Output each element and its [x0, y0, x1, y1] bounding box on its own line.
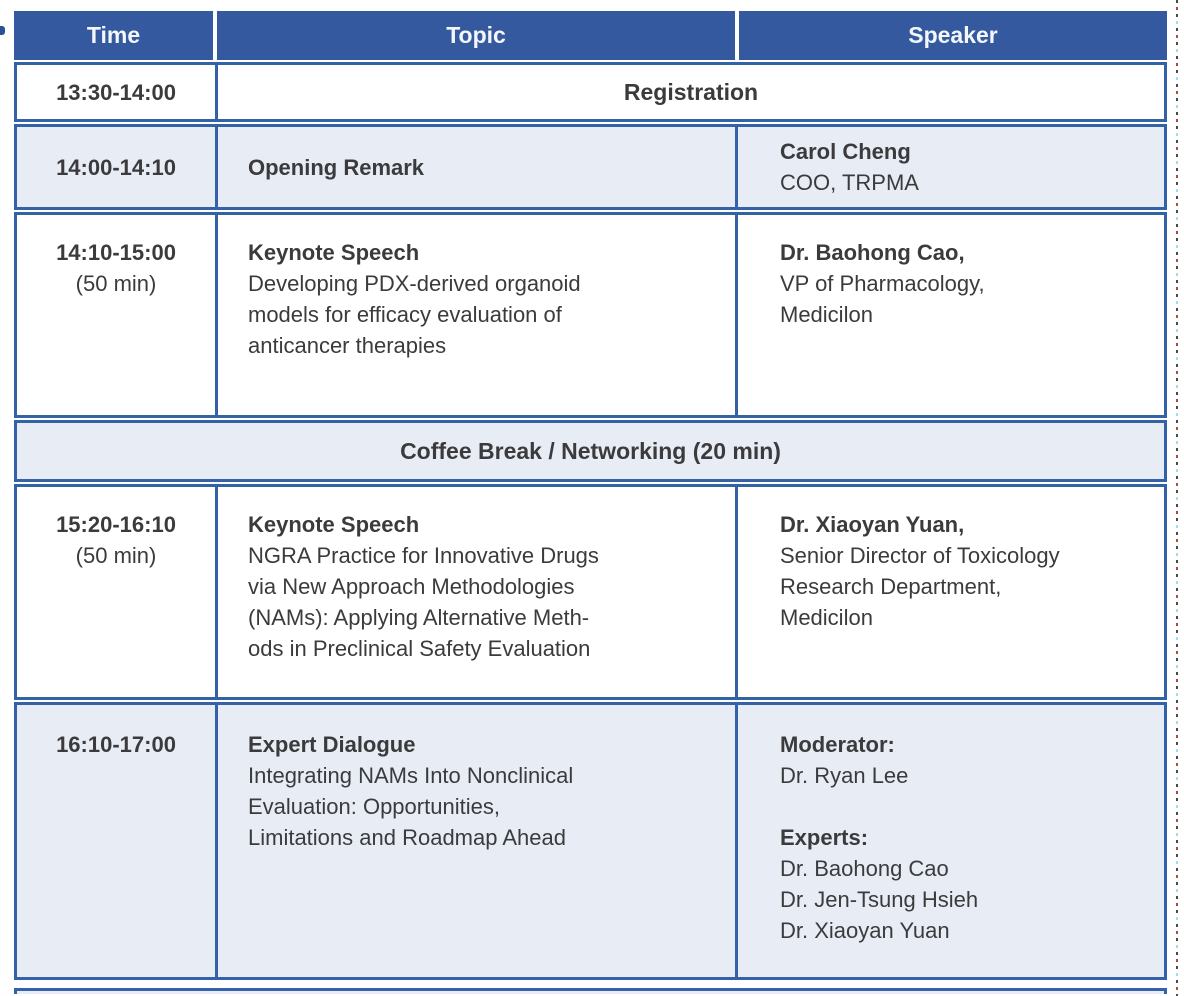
speaker-name: Dr. Xiaoyan Yuan,	[780, 512, 965, 537]
topic-cell	[215, 705, 735, 977]
expert-name: Dr. Baohong Cao	[780, 856, 949, 881]
moderator-name: Dr. Ryan Lee	[780, 763, 909, 788]
speaker-cell	[735, 487, 1164, 697]
row-keynote-1	[14, 212, 1167, 418]
speaker-title-line: Medicilon	[780, 605, 873, 630]
topic-type: Expert Dialogue	[248, 732, 416, 757]
speaker-cell	[735, 127, 1164, 207]
time-range: 15:20-16:10	[56, 512, 176, 537]
topic-line: Integrating NAMs Into Nonclinical	[248, 763, 574, 788]
expert-name: Dr. Xiaoyan Yuan	[780, 918, 950, 943]
speaker-title-line: Senior Director of Toxicology	[780, 543, 1060, 568]
time-range: 14:10-15:00	[56, 240, 176, 265]
blank-line	[780, 791, 1164, 822]
topic-line: anticancer therapies	[248, 333, 447, 358]
registration-label: Registration	[215, 65, 1164, 119]
experts-label: Experts:	[780, 825, 869, 850]
row-opening-remark	[14, 124, 1167, 210]
time-cell: 13:30-14:00	[56, 79, 176, 105]
time-duration: (50 min)	[75, 271, 157, 296]
time-cell	[17, 705, 215, 977]
header-cell-time: Time	[14, 11, 213, 60]
row-coffee-break	[14, 420, 1167, 482]
topic-type: Keynote Speech	[248, 240, 420, 265]
speaker-name: Carol Cheng	[780, 139, 911, 164]
topic-line: ods in Preclinical Safety Evaluation	[248, 636, 591, 661]
topic-line: via New Approach Methodologies	[248, 574, 575, 599]
speaker-title-line: Medicilon	[780, 302, 873, 327]
topic-line: models for efficacy evaluation of	[248, 302, 562, 327]
expert-name: Dr. Jen-Tsung Hsieh	[780, 887, 979, 912]
dashed-cut-line	[1176, 0, 1178, 996]
topic-type: Keynote Speech	[248, 512, 420, 537]
coffee-break-label: Coffee Break / Networking (20 min)	[400, 437, 781, 464]
row-expert-dialogue	[14, 702, 1167, 980]
speaker-cell	[735, 215, 1164, 415]
header-cell-topic: Topic	[217, 11, 735, 60]
topic-line: NGRA Practice for Innovative Drugs	[248, 543, 599, 568]
topic-title: Opening Remark	[248, 154, 425, 180]
topic-cell	[215, 487, 735, 697]
table-header-row	[14, 11, 1167, 60]
page-edge-artifact	[0, 26, 5, 35]
header-cell-speaker: Speaker	[739, 11, 1167, 60]
moderator-label: Moderator:	[780, 732, 895, 757]
time-duration: (50 min)	[75, 543, 157, 568]
speaker-name: Dr. Baohong Cao,	[780, 240, 965, 265]
time-cell	[17, 487, 215, 697]
row-registration	[14, 62, 1167, 122]
topic-cell	[215, 215, 735, 415]
agenda-table	[14, 11, 1167, 994]
time-cell: 14:00-14:10	[56, 154, 176, 180]
time-cell	[17, 215, 215, 415]
topic-cell	[215, 127, 735, 207]
cut-off-next-row	[14, 988, 1167, 994]
row-keynote-2	[14, 484, 1167, 700]
topic-line: (NAMs): Applying Alternative Meth-	[248, 605, 590, 630]
speaker-title-line: Research Department,	[780, 574, 1002, 599]
time-range: 16:10-17:00	[56, 732, 176, 757]
topic-line: Developing PDX-derived organoid	[248, 271, 581, 296]
speaker-title: COO, TRPMA	[780, 170, 919, 195]
speaker-cell	[735, 705, 1164, 977]
topic-line: Evaluation: Opportunities,	[248, 794, 500, 819]
topic-line: Limitations and Roadmap Ahead	[248, 825, 566, 850]
speaker-title-line: VP of Pharmacology,	[780, 271, 985, 296]
